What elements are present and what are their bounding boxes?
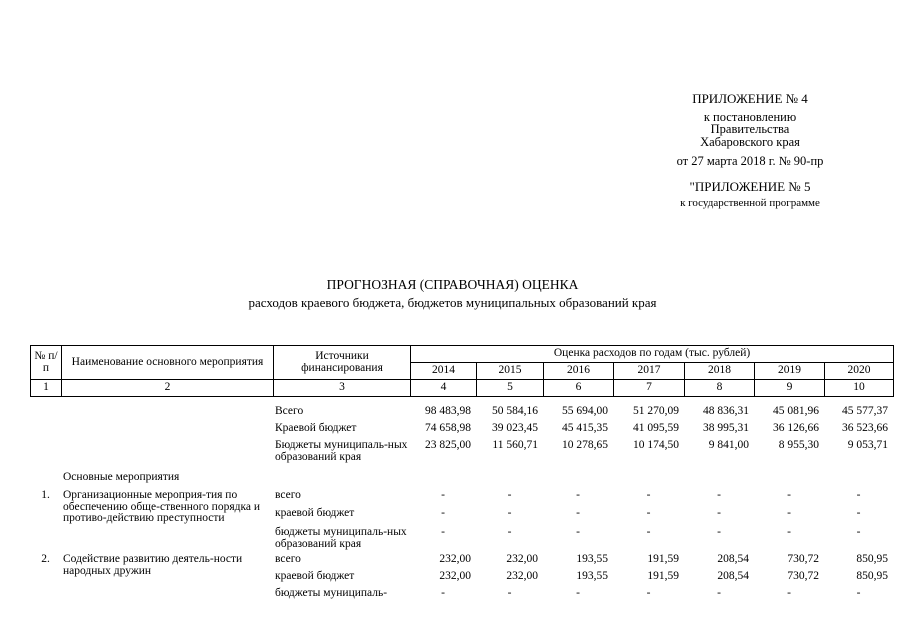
col-number: 1 xyxy=(31,380,62,397)
source-cell: всего xyxy=(275,489,301,501)
value-cell: 232,00 xyxy=(439,570,471,582)
value-cell: 191,59 xyxy=(647,553,679,565)
value-cell: - xyxy=(717,587,721,599)
col-number: 5 xyxy=(477,380,544,397)
value-cell: 208,54 xyxy=(717,553,749,565)
value-cell: 11 560,71 xyxy=(492,439,538,451)
measure-name: Содействие развитию деятель-ности народных дружин xyxy=(63,553,243,577)
government-text: Правительства xyxy=(710,122,790,137)
col-header-source: Источники финансирования xyxy=(274,346,411,380)
value-cell: 39 023,45 xyxy=(492,422,538,434)
value-cell: 23 825,00 xyxy=(425,439,471,451)
value-cell: - xyxy=(787,587,791,599)
value-cell: - xyxy=(787,489,791,501)
value-cell: - xyxy=(646,489,651,501)
col-header-number: № п/п xyxy=(31,346,62,380)
source-cell: бюджеты муниципаль- xyxy=(275,587,388,599)
value-cell: - xyxy=(507,587,512,599)
col-header-year: 2014 xyxy=(411,363,477,380)
table-body xyxy=(30,406,893,605)
col-number: 2 xyxy=(62,380,274,397)
measure-number: 2. xyxy=(41,553,50,565)
value-cell: 36 126,66 xyxy=(773,422,819,434)
source-cell: краевой бюджет xyxy=(275,507,355,519)
region-text: Хабаровского края xyxy=(700,134,800,149)
col-number: 8 xyxy=(685,380,755,397)
value-cell: - xyxy=(441,526,445,538)
col-number: 7 xyxy=(614,380,685,397)
col-number: 6 xyxy=(544,380,614,397)
decree-date: от 27 марта 2018 г. № 90-пр xyxy=(676,154,824,168)
appendix5-title: "ПРИЛОЖЕНИЕ № 5 xyxy=(689,179,811,194)
value-cell: 232,00 xyxy=(439,553,471,565)
col-number: 10 xyxy=(825,380,894,397)
source-cell: всего xyxy=(275,553,301,565)
value-cell: 232,00 xyxy=(506,570,538,582)
value-cell: - xyxy=(856,526,861,538)
col-header-year: 2020 xyxy=(825,363,894,380)
value-cell: - xyxy=(856,587,861,599)
value-cell: 45 081,96 xyxy=(773,405,819,417)
col-header-year: 2015 xyxy=(477,363,544,380)
value-cell: 48 836,31 xyxy=(703,405,749,417)
source-cell: Всего xyxy=(275,405,304,417)
appendix-title: ПРИЛОЖЕНИЕ № 4 xyxy=(692,91,808,106)
value-cell: 45 577,37 xyxy=(842,405,888,417)
value-cell: - xyxy=(717,507,721,519)
value-cell: - xyxy=(576,489,580,501)
value-cell: 10 174,50 xyxy=(633,439,679,451)
table-row xyxy=(30,440,893,466)
value-cell: 51 270,09 xyxy=(633,405,679,417)
value-cell: - xyxy=(576,587,580,599)
decree-reference xyxy=(650,111,850,148)
value-cell: 50 584,16 xyxy=(492,405,538,417)
measure-number: 1. xyxy=(41,489,50,501)
value-cell: 850,95 xyxy=(856,570,888,582)
col-header-measure-name: Наименование основного мероприятия xyxy=(62,346,274,380)
to-decree-text: к постановлению xyxy=(703,110,797,124)
section-label: Основные мероприятия xyxy=(63,470,180,483)
value-cell: 208,54 xyxy=(717,570,749,582)
value-cell: - xyxy=(717,489,721,501)
col-header-year: 2017 xyxy=(614,363,685,380)
source-cell: бюджеты муниципаль-ных образований края xyxy=(275,526,407,550)
value-cell: - xyxy=(507,507,512,519)
col-number: 4 xyxy=(411,380,477,397)
value-cell: 45 415,35 xyxy=(562,422,608,434)
value-cell: - xyxy=(576,507,580,519)
value-cell: - xyxy=(646,507,651,519)
col-header-year: 2018 xyxy=(685,363,755,380)
value-cell: 8 955,30 xyxy=(778,439,819,451)
value-cell: - xyxy=(646,587,651,599)
table-row xyxy=(30,406,893,423)
value-cell: - xyxy=(717,526,721,538)
value-cell: 193,55 xyxy=(576,570,608,582)
value-cell: 41 095,59 xyxy=(633,422,679,434)
value-cell: - xyxy=(441,489,445,501)
value-cell: - xyxy=(507,526,512,538)
measure-name: Организационные мероприя-тия по обеспечению обще-ственного порядка и противо-действию преступности xyxy=(63,489,261,524)
table-row xyxy=(30,466,893,486)
col-header-year: 2019 xyxy=(755,363,825,380)
value-cell: - xyxy=(787,507,791,519)
program-reference: к государственной программе xyxy=(680,197,820,209)
col-header-year: 2016 xyxy=(544,363,614,380)
table-header xyxy=(30,345,894,397)
value-cell: - xyxy=(646,526,651,538)
value-cell: 850,95 xyxy=(856,553,888,565)
table-row xyxy=(30,423,893,440)
col-number: 3 xyxy=(274,380,411,397)
value-cell: 730,72 xyxy=(787,570,819,582)
value-cell: 36 523,66 xyxy=(842,422,888,434)
value-cell: 232,00 xyxy=(506,553,538,565)
value-cell: - xyxy=(856,489,861,501)
col-number: 9 xyxy=(755,380,825,397)
value-cell: 9 053,71 xyxy=(847,439,888,451)
value-cell: 98 483,98 xyxy=(425,405,471,417)
value-cell: 193,55 xyxy=(576,553,608,565)
source-cell: краевой бюджет xyxy=(275,570,355,582)
value-cell: - xyxy=(507,489,512,501)
value-cell: 55 694,00 xyxy=(562,405,608,417)
value-cell: 38 995,31 xyxy=(703,422,749,434)
table-row xyxy=(30,486,893,506)
value-cell: 191,59 xyxy=(647,570,679,582)
document-subtitle: расходов краевого бюджета, бюджетов муниципальных образований края xyxy=(248,295,657,310)
source-cell: Краевой бюджет xyxy=(275,422,357,434)
value-cell: 9 841,00 xyxy=(708,439,749,451)
value-cell: - xyxy=(787,526,791,538)
value-cell: 74 658,98 xyxy=(425,422,471,434)
value-cell: - xyxy=(441,507,445,519)
source-cell: Бюджеты муниципаль-ных образований края xyxy=(275,439,408,463)
value-cell: 730,72 xyxy=(787,553,819,565)
value-cell: - xyxy=(576,526,580,538)
value-cell: - xyxy=(856,507,861,519)
col-header-years-group: Оценка расходов по годам (тыс. рублей) xyxy=(411,346,894,363)
value-cell: 10 278,65 xyxy=(562,439,608,451)
value-cell: - xyxy=(441,587,445,599)
document-title: ПРОГНОЗНАЯ (СПРАВОЧНАЯ) ОЦЕНКА xyxy=(326,277,579,292)
table-row xyxy=(30,554,893,571)
